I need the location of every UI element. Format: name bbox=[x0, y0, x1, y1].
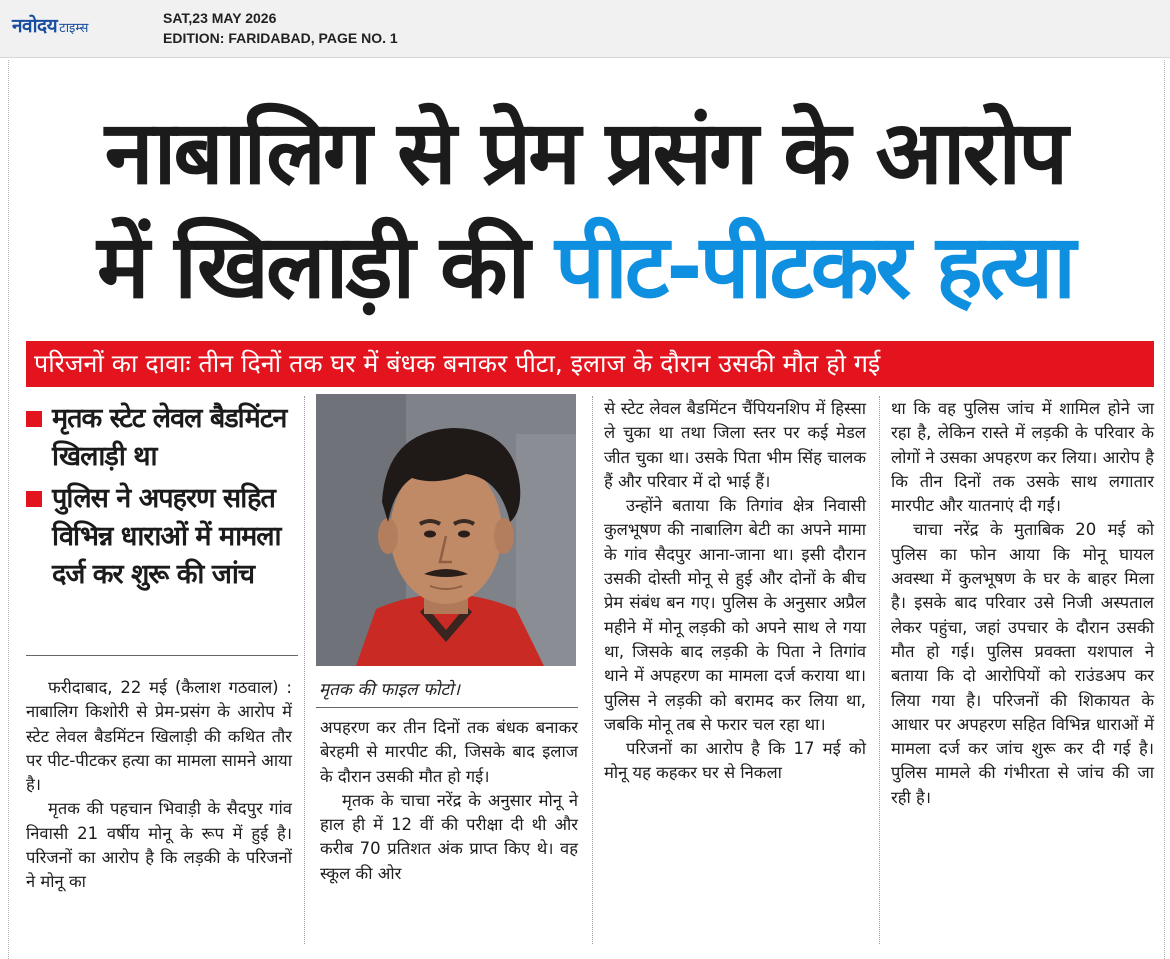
red-square-bullet-icon bbox=[26, 411, 42, 427]
article-paragraph: परिजनों का आरोप है कि 17 मई को मोनू यह कहकर घर से निकला bbox=[604, 739, 866, 783]
article-column-4 bbox=[891, 397, 1154, 810]
article-column-3 bbox=[604, 397, 866, 786]
headline-line-2-black: में खिलाड़ी की bbox=[96, 215, 555, 318]
bullets-divider bbox=[26, 655, 298, 656]
article-paragraph: मृतक के चाचा नरेंद्र के अनुसार मोनू ने हाल ही में 12 वीं की परीक्षा दी थी और करीब 70 प्रतिशत अंक प्राप्त किए थे। वह स्कूल की ओर bbox=[320, 790, 578, 883]
article-column-2 bbox=[320, 716, 578, 886]
article-paragraph: अपहरण कर तीन दिनों तक बंधक बनाकर बेरहमी से मारपीट की, जिसके बाद इलाज के दौरान उसकी मौत हो गई। bbox=[320, 718, 578, 786]
headline-line-1: नाबालिग से प्रेम प्रसंग के आरोप bbox=[104, 101, 1066, 204]
column-separator bbox=[592, 396, 593, 944]
article-paragraph: चाचा नरेंद्र के मुताबिक 20 मई को पुलिस का फोन आया कि मोनू घायल अवस्था में कुलभूषण के घर के बाहर मिला है। इसके बाद परिवार उसे निजी अस्पताल लेकर पहुंचा, जहां उपचार के दौरान उसकी मौत हो गई। पुलिस प्रवक्ता यशपाल ने बताया कि दो आरोपियों को राउंडअप कर लिया गया है। परिजनों की शिकायत के आधार पर अपहरण सहित विभिन्न धाराओं में मामला दर्ज कर जांच शुरू कर दी गई है। पुलिस मामले की गंभीरता से जांच की जा रही है। bbox=[891, 520, 1154, 807]
issue-date: SAT,23 MAY 2026 bbox=[163, 10, 277, 26]
red-square-bullet-icon bbox=[26, 491, 42, 507]
highlight-bullet-text: पुलिस ने अपहरण सहित विभिन्न धाराओं में मामला दर्ज कर शुरू की जांच bbox=[52, 483, 281, 590]
highlight-bullet bbox=[26, 400, 301, 476]
article-headline bbox=[20, 96, 1150, 324]
column-separator bbox=[304, 396, 305, 944]
article-column-1 bbox=[26, 676, 292, 895]
edition-page: EDITION: FARIDABAD, PAGE NO. 1 bbox=[163, 30, 398, 46]
newspaper-logo[interactable] bbox=[12, 8, 88, 38]
right-guide-line bbox=[1164, 60, 1165, 959]
headline-line-2 bbox=[20, 210, 1150, 324]
portrait-illustration bbox=[316, 394, 576, 666]
masthead-bar bbox=[0, 0, 1170, 58]
victim-photo[interactable] bbox=[316, 394, 576, 666]
article-paragraph: मृतक की पहचान भिवाड़ी के सैदपुर गांव निवासी 21 वर्षीय मोनू के रूप में हुई है। परिजनों का आरोप है कि लड़की के परिजनों ने मोनू का bbox=[26, 799, 292, 892]
article-paragraph: से स्टेट लेवल बैडमिंटन चैंपियनशिप में हिस्सा ले चुका था तथा जिला स्तर पर कई मेडल जीत चुका था। उसके पिता भीम सिंह चालक हैं और परिवार में दो भाई हैं। bbox=[604, 399, 866, 491]
article-paragraph: उन्होंने बताया कि तिगांव क्षेत्र निवासी कुलभूषण की नाबालिग बेटी का अपने मामा के गांव सैदपुर आना-जाना था। इसी दौरान उसकी दोस्ती मोनू से हुई और दोनों के बीच प्रेम संबंध बन गए। पुलिस के अनुसार अप्रैल महीने में मोनू लड़की को अपने साथ ले गया था, जिसके बाद लड़की के पिता ने तिगांव थाने में अपहरण का मामला दर्ज कराया था। पुलिस ने लड़की को बरामद कर लिया था, जबकि मोनू तब से फरार चल रहा था। bbox=[604, 496, 866, 734]
photo-caption: मृतक की फाइल फोटो। bbox=[319, 680, 460, 700]
article-paragraph: था कि वह पुलिस जांच में शामिल होने जा रहा है, लेकिन रास्ते में लड़की के परिवार के लोगों ने उसका अपहरण कर लिया। आरोप है कि तीन दिनों तक उसके साथ लगातार मारपीट और यातनाएं दी गईं। bbox=[891, 399, 1154, 516]
logo-sub-text: टाइम्स bbox=[59, 21, 89, 36]
highlight-bullet bbox=[26, 480, 301, 594]
caption-divider bbox=[316, 707, 578, 708]
left-guide-line bbox=[8, 60, 9, 959]
logo-main-text: नवोदय bbox=[12, 15, 58, 37]
highlight-bullets bbox=[26, 400, 301, 598]
edition-info bbox=[163, 8, 398, 48]
column-separator bbox=[879, 396, 880, 944]
article-paragraph: फरीदाबाद, 22 मई (कैलाश गठवाल) : नाबालिग किशोरी से प्रेम-प्रसंग के आरोप में स्टेट लेवल बैडमिंटन खिलाड़ी की कथित तौर पर पीट-पीटकर हत्या का मामला सामने आया है। bbox=[26, 678, 292, 795]
highlight-bullet-text: मृतक स्टेट लेवल बैडमिंटन खिलाड़ी था bbox=[52, 403, 287, 472]
article-subheadline: परिजनों का दावाः तीन दिनों तक घर में बंधक बनाकर पीटा, इलाज के दौरान उसकी मौत हो गई bbox=[26, 341, 1154, 387]
headline-line-2-blue: पीट-पीटकर हत्या bbox=[554, 215, 1074, 318]
